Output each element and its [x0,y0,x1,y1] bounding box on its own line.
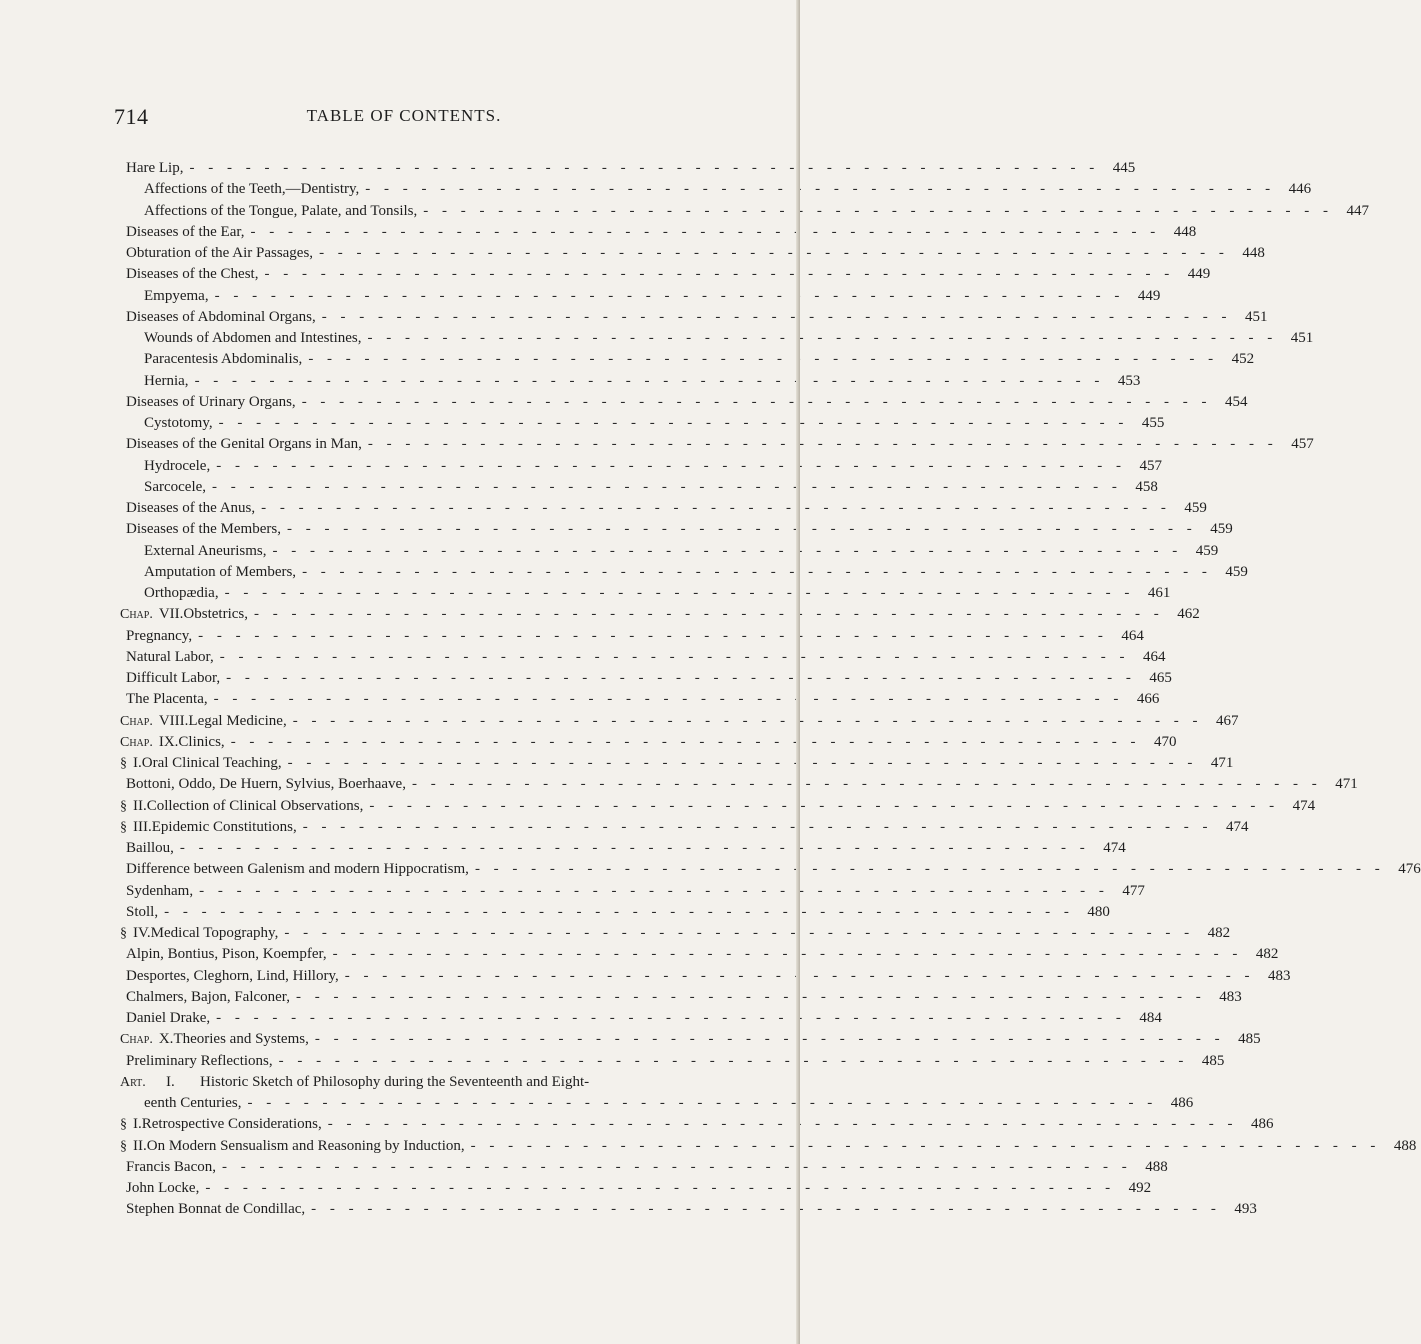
toc-entry-page: 486 [1250,1116,1274,1133]
toc-entry-title: Diseases of the Ear, [126,223,245,240]
toc-entry-title: Bottoni, Oddo, De Huern, Sylvius, Boerhaave, [126,776,406,793]
toc-entry-page: 459 [1195,542,1219,559]
toc-entry-number: II. [133,797,147,814]
toc-entry-number: III. [133,818,152,835]
toc-entry-number: X. [158,1031,174,1048]
toc-entry-label: Chap. [120,734,153,750]
toc-entry [120,413,1165,434]
toc-entry [120,796,1316,817]
toc-entry-page: 453 [1117,372,1141,389]
toc-entry [120,201,1370,222]
toc-entry-label: Chap. [120,1032,153,1048]
toc-entry-page: 471 [1335,776,1358,793]
dot-leader [359,179,1281,200]
toc-entry-page: 480 [1087,903,1110,920]
toc-entry [120,349,1255,370]
dot-leader [248,604,1170,625]
dot-leader [362,328,1284,349]
dot-leader [199,1178,1121,1199]
dot-leader [417,201,1339,222]
toc-entry [120,179,1312,200]
running-head: TABLE OF CONTENTS. [306,106,502,125]
table-of-contents [120,158,1421,1221]
toc-entry-title: Obstetrics, [183,606,248,623]
toc-entry [120,1008,1162,1029]
toc-entry-page: 448 [1173,223,1197,240]
dot-leader [216,1157,1138,1178]
toc-entry-title: Diseases of Urinary Organs, [126,393,296,410]
toc-entry-page: 464 [1142,648,1166,665]
dot-leader [282,753,1204,774]
toc-entry-title: Francis Bacon, [126,1158,216,1175]
dot-leader [305,1199,1227,1220]
toc-entry-page: 466 [1136,691,1160,708]
toc-entry-title: Epidemic Constitutions, [151,818,297,835]
dot-leader [219,583,1141,604]
dot-leader [327,944,1249,965]
toc-entry-label: Chap. [120,713,153,729]
dot-leader [465,1136,1387,1157]
toc-entry [120,392,1248,413]
dot-leader [206,477,1128,498]
dot-leader [208,689,1130,710]
toc-entry-page: 455 [1141,415,1165,431]
dot-leader [281,519,1203,540]
toc-entry-number: IX. [158,733,179,750]
dot-leader [316,307,1238,328]
dot-leader [213,413,1135,434]
dot-leader [214,647,1136,668]
dot-leader [210,456,1132,477]
toc-entry-page: 483 [1219,988,1242,1005]
toc-entry [120,902,1110,923]
dot-leader [189,371,1111,392]
dot-leader [174,838,1096,859]
toc-entry [120,668,1172,689]
toc-entry-label: § [120,926,127,941]
toc-entry-title: Alpin, Bontius, Pison, Koempfer, [126,946,327,963]
toc-entry [120,243,1265,264]
toc-entry-title: Paracentesis Abdominalis, [144,351,303,368]
toc-entry-page: 448 [1242,245,1265,261]
dot-leader [273,1051,1195,1072]
toc-entry-title: Collection of Clinical Observations, [146,797,364,814]
toc-entry [120,158,1136,179]
toc-entry-page: 445 [1112,160,1136,176]
dot-leader [225,732,1147,753]
toc-entry-page: 452 [1231,351,1255,368]
toc-entry-label: Chap. [120,607,153,623]
toc-entry-page: 459 [1184,500,1207,516]
toc-entry [120,774,1358,795]
toc-entry [120,817,1249,838]
toc-entry-page: 459 [1210,521,1233,538]
toc-entry [120,1029,1261,1050]
toc-entry-number: IV. [133,925,151,941]
toc-entry-page: 470 [1153,733,1177,750]
dot-leader [193,881,1115,902]
dot-leader [302,349,1224,370]
dot-leader [266,541,1188,562]
toc-entry-page: 486 [1170,1095,1194,1111]
toc-entry-label: § [120,1138,127,1154]
toc-entry-title: Diseases of the Chest, [126,266,259,283]
toc-entry-title: Clinics, [178,733,225,750]
dot-leader [290,987,1212,1008]
dot-leader [362,434,1284,455]
toc-entry [120,966,1291,987]
toc-entry-title: Diseases of the Anus, [126,500,256,516]
toc-entry-page: 467 [1215,712,1239,729]
toc-entry-page: 451 [1290,330,1314,346]
toc-entry-page: 482 [1255,946,1279,963]
dot-leader [192,626,1114,647]
toc-entry [120,264,1211,285]
toc-entry-title: Orthopædia, [144,585,219,601]
toc-entry-title: Chalmers, Bajon, Falconer, [126,988,290,1005]
toc-entry-page: 474 [1226,818,1249,835]
toc-entry-page: 484 [1139,1010,1162,1026]
toc-entry [120,753,1234,774]
dot-leader [406,774,1328,795]
toc-entry [120,626,1144,647]
toc-entry-title: Hydrocele, [144,457,211,474]
toc-entry-title: Difference between Galenism and modern Hippocratism, [126,861,469,878]
toc-entry-title: Difficult Labor, [126,670,221,686]
toc-entry [120,456,1162,477]
toc-entry [120,859,1421,880]
toc-entry-page: 451 [1244,308,1268,325]
toc-entry [120,371,1141,392]
toc-entry-page: 461 [1147,585,1171,601]
toc-entry-label: § [120,756,127,771]
toc-entry [120,562,1248,583]
toc-entry-title: Natural Labor, [126,648,214,665]
toc-entry-title: Amputation of Members, [144,563,297,580]
toc-entry-page: 465 [1149,670,1172,686]
dot-leader [322,1114,1244,1135]
toc-entry-title: Desportes, Cleghorn, Lind, Hillory, [126,967,339,984]
dot-leader [245,222,1167,243]
dot-leader [255,498,1177,519]
toc-entry-number: I. [133,1116,142,1133]
toc-entry [120,1114,1274,1135]
toc-entry-page: 462 [1177,606,1200,623]
toc-entry [120,222,1197,243]
toc-entry [120,732,1177,753]
toc-entry [120,647,1166,668]
toc-entry-page: 488 [1145,1158,1168,1175]
toc-entry-title: Diseases of the Genital Organs in Man, [126,436,362,453]
toc-entry-page: 457 [1139,457,1162,474]
toc-entry [120,1072,700,1093]
toc-entry [120,1051,1225,1072]
toc-entry-page: 492 [1128,1180,1152,1196]
toc-entry-page: 482 [1207,925,1231,941]
toc-entry-title: Cystotomy, [144,415,213,431]
toc-entry [120,583,1171,604]
toc-entry-title: On Modern Sensualism and Reasoning by Induction, [146,1137,465,1154]
toc-entry-title: Stephen Bonnat de Condillac, [126,1201,306,1218]
toc-entry-title: Oral Clinical Teaching, [141,755,282,771]
toc-entry-title: Medical Topography, [150,925,279,941]
dot-leader [296,392,1218,413]
toc-entry-page: 474 [1103,840,1126,856]
toc-entry-title: Retrospective Considerations, [141,1116,322,1133]
toc-entry [120,987,1242,1008]
toc-entry [120,923,1231,944]
toc-entry [120,541,1219,562]
toc-entry [120,711,1239,732]
dot-leader [309,1029,1231,1050]
toc-entry-number: II. [133,1137,147,1154]
toc-entry-page: 454 [1224,393,1248,410]
toc-entry [120,1199,1257,1220]
toc-entry [120,1093,1194,1114]
page-edge-shadow [796,0,800,1344]
toc-entry-page: 446 [1288,181,1312,198]
toc-entry [120,944,1279,965]
toc-entry-label: § [120,819,127,835]
toc-entry-page: 447 [1346,202,1370,219]
dot-leader [158,902,1080,923]
toc-entry-page: 485 [1238,1031,1261,1048]
toc-entry [120,689,1160,710]
dot-leader [287,711,1209,732]
page-number: 714 [114,104,149,129]
toc-entry-title: Legal Medicine, [188,712,287,729]
dot-leader [469,859,1391,880]
toc-entry [120,1136,1417,1157]
page-header [114,104,694,134]
toc-entry [120,477,1158,498]
toc-entry [120,434,1314,455]
toc-entry-page: 477 [1122,882,1145,899]
toc-entry-page: 493 [1234,1201,1257,1218]
toc-entry-title: eenth Centuries, [144,1095,242,1111]
toc-entry-title: The Placenta, [126,691,208,708]
toc-entry-page: 488 [1393,1137,1417,1154]
toc-entry-page: 457 [1291,436,1314,453]
toc-entry [120,838,1126,859]
dot-leader [278,923,1200,944]
toc-entry [120,498,1207,519]
toc-entry-title: Historic Sketch of Philosophy during the Seventeenth and Eight- [200,1073,590,1090]
toc-entry-page: 476 [1398,861,1421,878]
toc-entry-title: Daniel Drake, [126,1010,211,1026]
dot-leader [258,264,1180,285]
toc-entry-title: Affections of the Teeth,—Dentistry, [144,181,360,198]
toc-entry-title: External Aneurisms, [144,542,267,559]
toc-entry-number: VIII. [158,712,189,729]
toc-entry-label: Art. [120,1074,146,1090]
toc-entry-page: 464 [1121,627,1144,644]
toc-entry [120,328,1314,349]
toc-entry-title: Sarcocele, [144,478,207,495]
toc-entry-title: Wounds of Abdomen and Intestines, [144,330,362,346]
dot-leader [220,668,1142,689]
toc-entry-title: Hare Lip, [126,160,184,176]
toc-entry-label: § [120,798,127,814]
toc-entry-label: § [120,1117,127,1133]
toc-entry-number: I. [133,755,142,771]
dot-leader [210,1008,1132,1029]
toc-entry-title: Baillou, [126,840,174,856]
toc-entry-title: Theories and Systems, [173,1031,309,1048]
toc-entry-page: 474 [1292,797,1316,814]
toc-entry [120,1178,1152,1199]
toc-entry-title: Diseases of the Members, [126,521,281,538]
toc-entry [120,1157,1168,1178]
toc-entry-title: Pregnancy, [126,627,193,644]
toc-entry [120,519,1233,540]
toc-entry-page: 485 [1201,1052,1225,1069]
toc-entry-page: 459 [1225,563,1248,580]
dot-leader [241,1093,1163,1114]
dot-leader [209,286,1131,307]
toc-entry-title: Sydenham, [126,882,194,899]
toc-entry-page: 449 [1187,266,1211,283]
toc-entry-title: Preliminary Reflections, [126,1052,273,1069]
toc-entry [120,286,1161,307]
toc-entry-number: VII. [158,606,184,623]
dot-leader [363,796,1285,817]
toc-entry-title: Empyema, [144,287,209,304]
toc-entry [120,881,1145,902]
toc-entry-page: 449 [1137,287,1161,304]
dot-leader [296,562,1218,583]
toc-entry-title: Diseases of Abdominal Organs, [126,308,316,325]
dot-leader [297,817,1219,838]
dot-leader [313,243,1235,264]
toc-entry-page: 458 [1135,478,1158,495]
toc-entry [120,307,1268,328]
toc-entry-page: 471 [1210,755,1234,771]
toc-entry-title: Obturation of the Air Passages, [126,245,314,261]
toc-entry-title: Stoll, [126,903,159,920]
dot-leader [183,158,1105,179]
toc-entry-page: 483 [1268,967,1291,984]
toc-entry-number: I. [166,1073,175,1090]
toc-entry [120,604,1200,625]
toc-entry-title: Hernia, [144,372,189,389]
toc-entry-title: John Locke, [126,1180,200,1196]
toc-entry-title: Affections of the Tongue, Palate, and Tonsils, [144,202,418,219]
